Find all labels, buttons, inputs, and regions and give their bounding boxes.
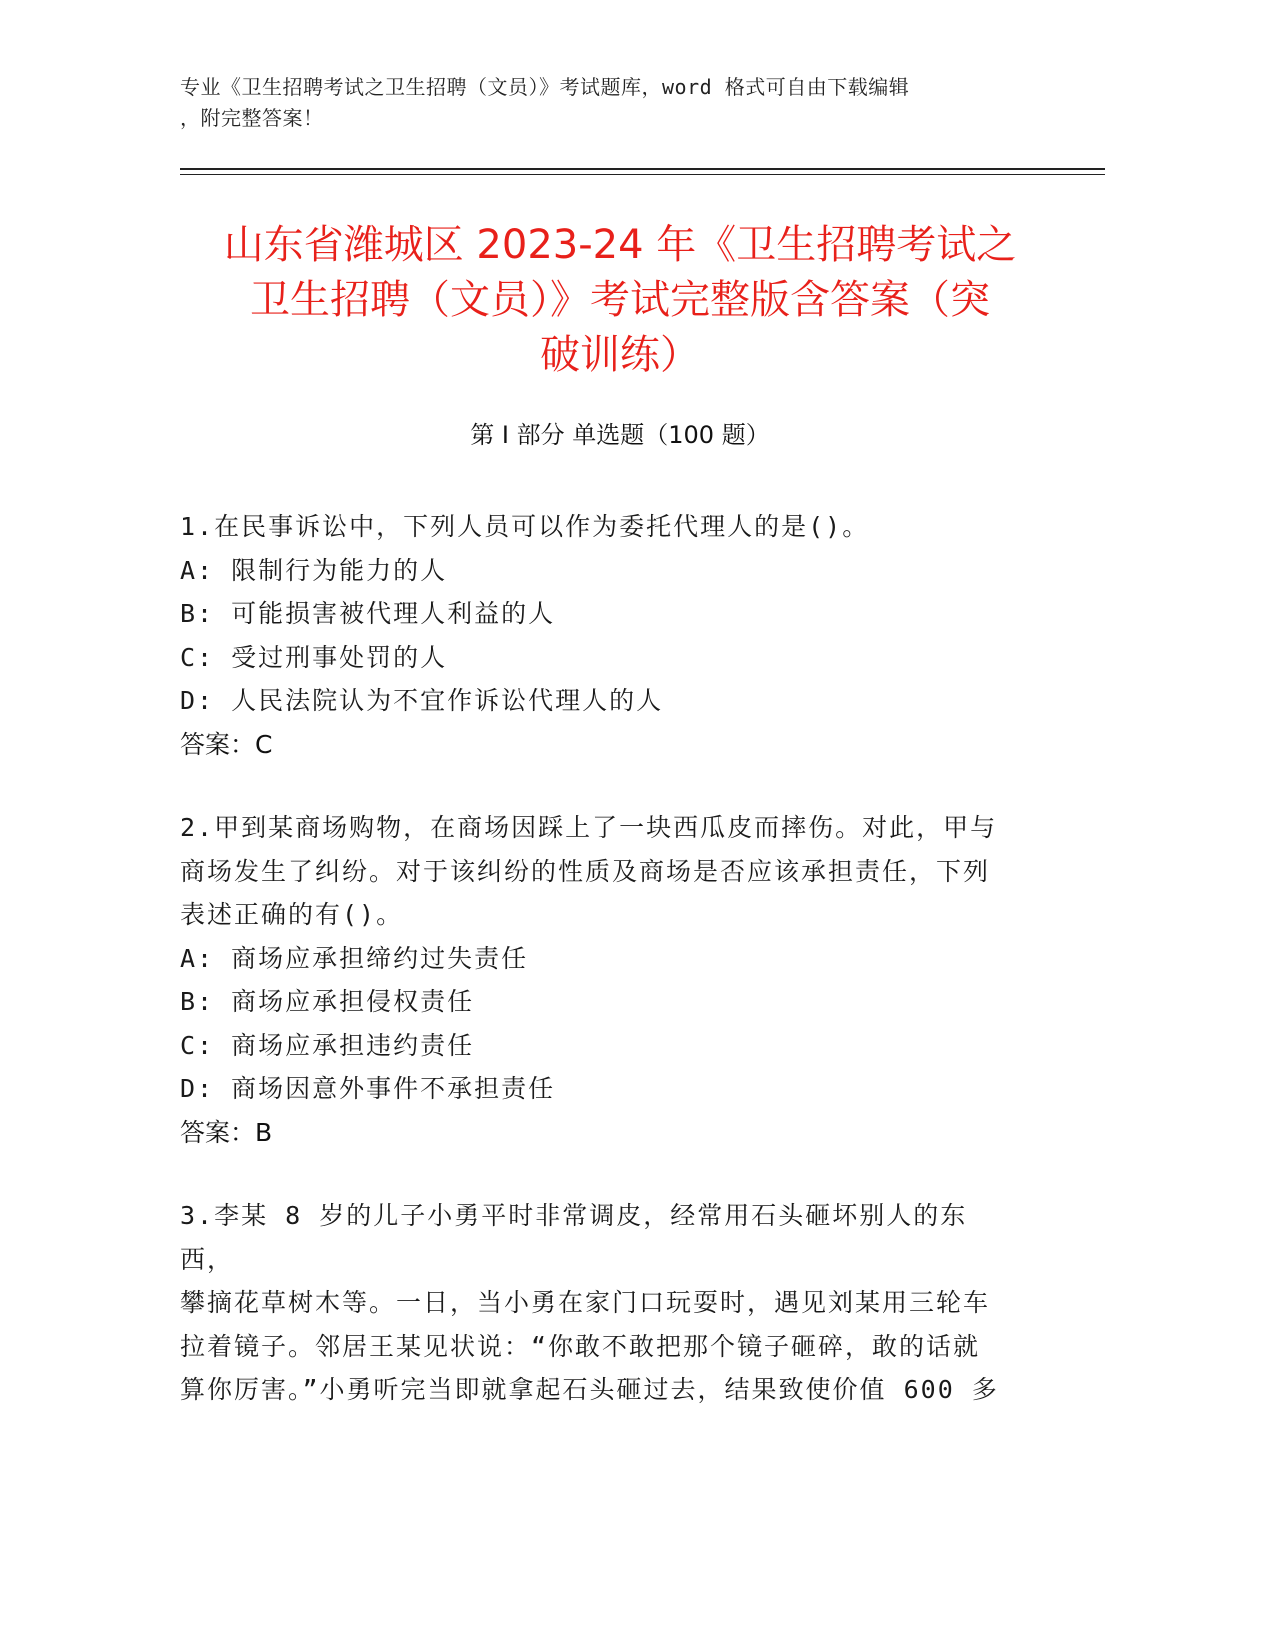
- question-1: [180, 505, 1020, 766]
- question-2: [180, 806, 1020, 1154]
- header-note-line-2: ，附完整答案！: [180, 106, 324, 130]
- question-stem-line: 3.李某 8 岁的儿子小勇平时非常调皮，经常用石头砸坏别人的东西，: [180, 1201, 968, 1274]
- option-d: D: 人民法院认为不宜作诉讼代理人的人: [180, 686, 664, 715]
- document-title-line-1: 山东省潍城区 2023-24 年《卫生招聘考试之: [223, 222, 1017, 268]
- section-title: 第 I 部分 单选题（100 题）: [470, 421, 770, 449]
- question-stem-line: 拉着镜子。邻居王某见状说：“你敢不敢把那个镜子砸碎，敢的话就: [180, 1331, 981, 1361]
- option-a: A: 商场应承担缔约过失责任: [180, 943, 529, 973]
- option-a: A: 限制行为能力的人: [180, 555, 448, 585]
- option-d: D: 商场因意外事件不承担责任: [180, 1074, 556, 1103]
- header-divider-thick: [180, 168, 1105, 170]
- question-stem: [180, 806, 1020, 937]
- question-stem-line: 2.甲到某商场购物，在商场因踩上了一块西瓜皮而摔伤。对此，甲与: [180, 813, 998, 842]
- question-list: [180, 505, 1020, 1452]
- option-b: B: 可能损害被代理人利益的人: [180, 599, 556, 628]
- answer: 答案：C: [180, 729, 273, 759]
- answer: 答案：B: [180, 1117, 273, 1147]
- header-note: [180, 72, 1060, 134]
- question-stem: [180, 505, 1020, 549]
- question-stem-line: 算你厉害。”小勇听完当即就拿起石头砸过去，结果致使价值 600 多: [180, 1375, 999, 1404]
- document-title-line-2: 卫生招聘（文员）》考试完整版含答案（突: [250, 277, 990, 323]
- option-b: B: 商场应承担侵权责任: [180, 987, 475, 1016]
- document-title-line-3: 破训练）: [540, 332, 700, 378]
- question-3: [180, 1194, 1020, 1412]
- question-stem-line: 商场发生了纠纷。对于该纠纷的性质及商场是否应该承担责任，下列: [180, 856, 991, 886]
- question-stem-line: 攀摘花草树木等。一日，当小勇在家门口玩耍时，遇见刘某用三轮车: [180, 1288, 991, 1317]
- question-stem-line: 1.在民事诉讼中，下列人员可以作为委托代理人的是()。: [180, 512, 870, 541]
- header-note-line-1: 专业《卫生招聘考试之卫生招聘（文员）》考试题库，word 格式可自由下载编辑: [180, 75, 910, 99]
- question-stem: [180, 1194, 1020, 1412]
- question-stem-line: 表述正确的有()。: [180, 900, 404, 929]
- document-title: [180, 218, 1060, 383]
- option-c: C: 商场应承担违约责任: [180, 1030, 475, 1060]
- option-c: C: 受过刑事处罚的人: [180, 642, 448, 672]
- header-divider-thin: [180, 174, 1105, 175]
